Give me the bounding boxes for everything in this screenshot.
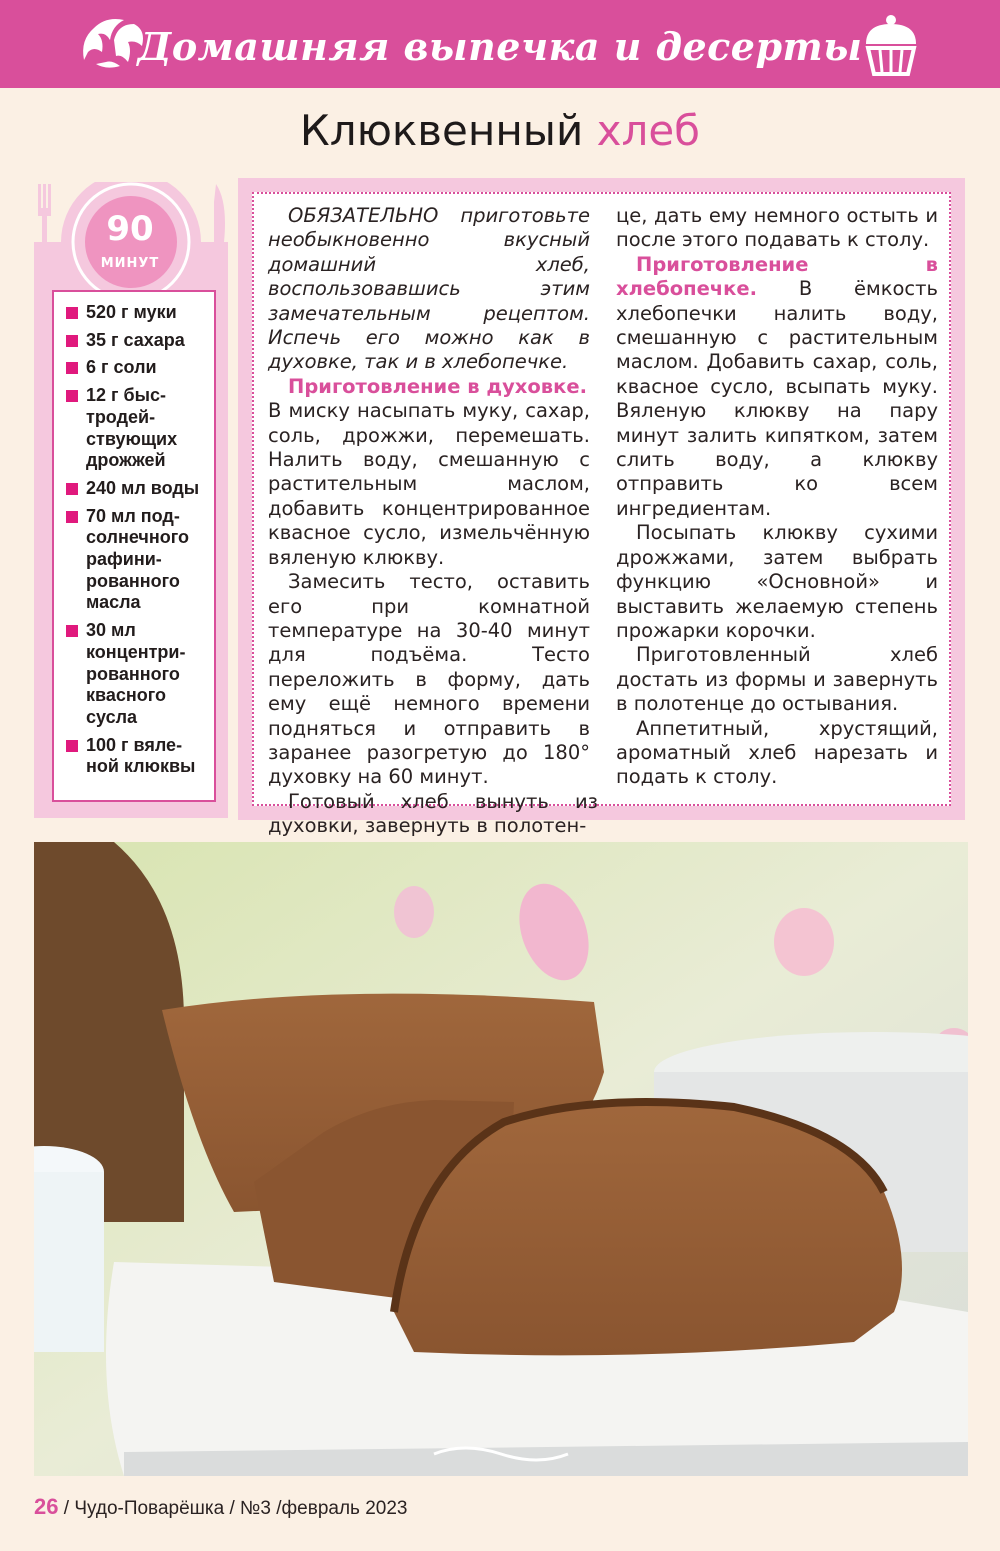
ingredient-item [64,302,210,324]
machine-heading: Приготовление в хлебопечке. [616,252,938,301]
page-footer [34,1494,407,1520]
oven-step-3: Готовый хлеб вынуть из духовки, завернуть в полотен- [268,789,598,838]
ingredient-item [64,357,210,379]
ingredient-item [64,478,210,500]
section-title: Домашняя выпечка и десерты [137,24,863,69]
ingredient-item [64,620,210,729]
method-column-right [616,204,938,790]
time-value: 90 [106,209,154,249]
ingredient-text: 240 мл воды [86,477,200,498]
bullet-square-icon [66,483,78,495]
bullet-square-icon [66,625,78,637]
bread-photo-image [34,842,968,1476]
page-number: 26 [34,1494,59,1519]
machine-step-1: В ёмкость хлебопечки налить воду, смешанную с растительным маслом. Добавить сахар, соль, квасное сусло, всыпать муку. Вяленую клюкву на пару минут залить кипятком, затем слить воду, а клюкву отправить ко всем ингредиентам. [616,277,938,520]
time-unit: МИНУТ [100,256,160,271]
ingredient-text: 520 г муки [86,302,177,322]
bullet-square-icon [66,307,78,319]
bullet-square-icon [66,362,78,374]
bullet-square-icon [66,740,78,752]
machine-step-4: Аппетитный, хрустящий, ароматный хлеб нарезать и подать к столу. [616,716,938,789]
ingredient-text: 30 мл концентри- рованного квасного сусла [86,620,186,727]
recipe-title-accent: хлеб [596,106,701,155]
ingredient-item [64,735,210,778]
bread-photo [34,842,968,1476]
ingredient-item [64,330,210,352]
machine-step-3: Приготовленный хлеб достать из формы и завернуть в полотенце до остывания. [616,643,938,716]
ingredient-item [64,385,210,472]
recipe-title [0,106,1000,155]
oven-step-2: Замесить тесто, оставить его при комнатной температуре на 30-40 минут для подъёма. Тесто переложить в форму, дать ему ещё немного времени подняться и отправить в заранее разогретую до 180° духовку на 60 минут. [268,570,590,789]
ingredient-text: 12 г быс- тродей- ствующих дрожжей [86,385,178,471]
cupcake-icon [856,10,926,80]
ingredient-text: 100 г вяле- ной клюквы [86,734,196,777]
ingredient-text: 6 г соли [86,357,157,378]
bullet-square-icon [66,390,78,402]
publication-info: / Чудо-Поварёшка / №3 /февраль 2023 [58,1498,408,1519]
ingredient-text: 35 г сахара [86,329,185,350]
intro-text: ОБЯЗАТЕЛЬНО приготовьте необыкновенно вкусный домашний хлеб, воспользовавшись этим замечательным рецептом. Испечь его можно как в духовке, так и в хлебопечке. [268,204,590,374]
ingredient-item [64,506,210,615]
section-header [0,0,1000,88]
method-column-left [268,204,598,839]
oven-step-3-cont: це, дать ему немного остыть и после этого подавать к столу. [616,204,938,252]
ingredients-list [52,290,216,802]
recipe-title-main: Клюквенный [299,106,584,155]
oven-step-1: В миску насыпать муку, сахар, соль, дрожжи, перемешать. Налить воду, смешанную с растительным маслом, добавить концентрированное квасное сусло, измельчённую вяленую клюкву. [268,399,590,569]
oven-heading: Приготовление в духовке. [288,374,587,398]
machine-step-2: Посыпать клюкву сухими дрожжами, затем выбрать функцию «Основной» и выставить желаемую степень прожарки корочки. [616,521,938,642]
bullet-square-icon [66,511,78,523]
ingredient-text: 70 мл под- солнечного рафини- рованного масла [86,505,189,613]
bullet-square-icon [66,335,78,347]
